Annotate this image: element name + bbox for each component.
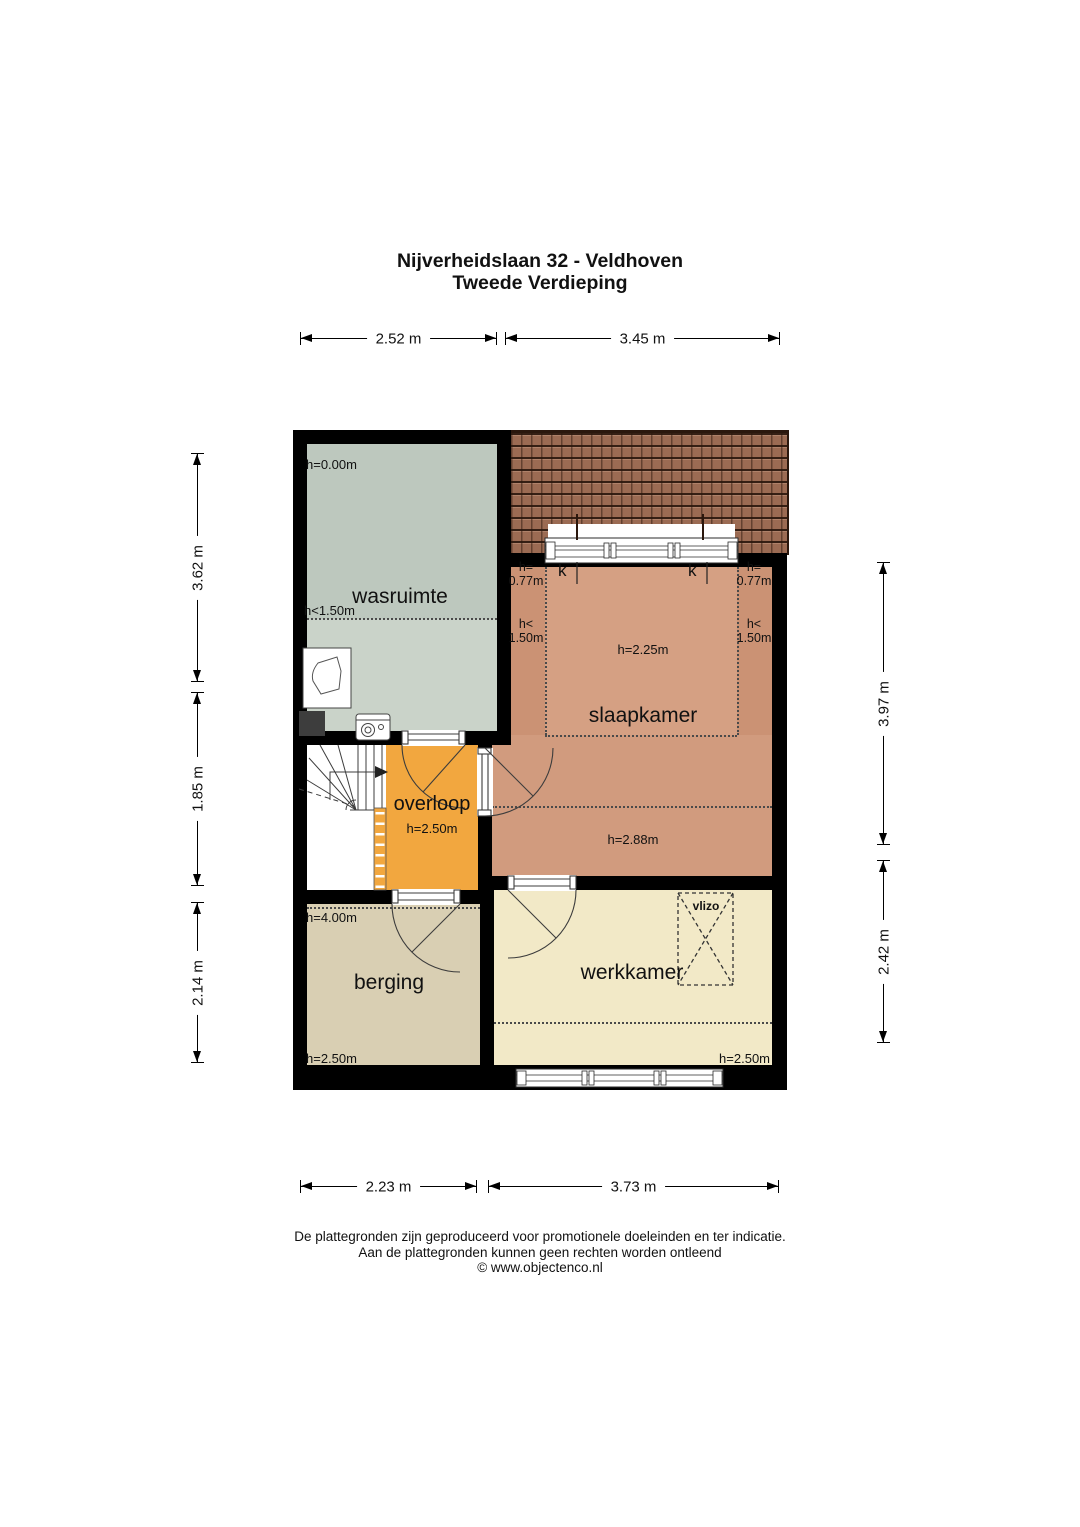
dimension-label: 3.97 m [875,672,892,736]
disclaimer [0,1229,1080,1276]
window-mark-k-left: k [558,561,567,580]
dimension-left-3 [191,902,204,1063]
height-label-wasruimte-left: h<1.50m [304,603,355,618]
dimension-bottom-right [488,1180,779,1193]
strip-line: h= [746,560,762,574]
height-label-berging-top: h=4.00m [306,910,357,925]
washing-machine-icon [356,714,390,740]
dimension-label: 3.62 m [189,536,206,600]
door-slaapkamer-werkkamer [508,875,576,958]
sink-icon [303,648,351,708]
arrowhead-icon [193,670,201,681]
arrowhead-icon [879,861,887,872]
disclaimer-line-1: De plattegronden zijn geproduceerd voor promotionele doeleinden en ter indicatie. [294,1229,786,1244]
dimension-label: 2.14 m [189,951,206,1015]
dimension-label: 3.73 m [602,1178,666,1195]
room-label-berging: berging [353,971,425,994]
room-label-slaapkamer: slaapkamer [588,704,698,727]
arrowhead-icon [506,334,517,342]
arrowhead-icon [193,693,201,704]
arrowhead-icon [193,1051,201,1062]
dimension-label: 2.52 m [367,330,431,347]
dimension-right-1 [877,562,890,845]
dimension-label: 2.23 m [357,1178,421,1195]
window-mark-k-right: k [688,561,697,580]
arrowhead-icon [465,1182,476,1190]
arrowhead-icon [768,334,779,342]
dimension-top-right [505,332,780,345]
arrowhead-icon [301,1182,312,1190]
window-slaapkamer [545,514,738,563]
door-overloop-berging [392,889,460,972]
dimension-top-left [300,332,497,345]
height-label-slaapkamer-right-mid [734,617,774,645]
door-overloop-slaapkamer [477,748,553,816]
room-label-wasruimte: wasruimte [352,585,448,608]
height-label-werkkamer-bottom: h=2.50m [719,1051,770,1066]
strip-line: h< [518,617,534,631]
vlizo-label: vlizo [692,899,720,913]
dimension-right-2 [877,860,890,1043]
strip-line: 1.50m [508,631,544,645]
height-label-slaapkamer-center: h=2.25m [617,642,669,657]
arrowhead-icon [193,903,201,914]
height-label-slaapkamer-left-mid [506,617,546,645]
disclaimer-line-2: Aan de plattegronden kunnen geen rechten worden ontleend [358,1244,722,1260]
stair-balustrade [374,808,386,890]
strip-line: 0.77m [508,574,544,588]
strip-line: 1.50m [736,631,772,645]
copyright: © www.objectenco.nl [477,1260,603,1275]
arrowhead-icon [879,1031,887,1042]
dimension-label: 3.45 m [611,330,675,347]
dimension-left-1 [191,453,204,682]
strip-line: 0.77m [736,574,772,588]
window-werkkamer [516,1069,723,1087]
arrowhead-icon [489,1182,500,1190]
duct-block [299,711,325,736]
room-label-werkkamer: werkkamer [580,961,684,984]
arrowhead-icon [485,334,496,342]
room-label-overloop: overloop [393,793,471,815]
height-label-berging-bottom: h=2.50m [306,1051,357,1066]
title-address: Nijverheidslaan 32 - Veldhoven [396,250,684,272]
height-label-slaapkamer-lower: h=2.88m [607,832,659,847]
strip-line: h= [518,560,534,574]
arrowhead-icon [193,454,201,465]
arrowhead-icon [193,874,201,885]
height-label-slaapkamer-left-top [506,560,546,588]
arrowhead-icon [879,563,887,574]
arrowhead-icon [879,833,887,844]
arrowhead-icon [301,334,312,342]
height-label-overloop: h=2.50m [406,821,458,836]
stairs [299,745,388,810]
title-floor: Tweede Verdieping [452,272,628,294]
dimension-label: 2.42 m [875,920,892,984]
strip-line: h< [746,617,762,631]
height-label-slaapkamer-right-top [734,560,774,588]
dimension-label: 1.85 m [189,757,206,821]
dimension-left-2 [191,692,204,886]
height-label-wasruimte-top: h=0.00m [306,457,357,472]
arrowhead-icon [767,1182,778,1190]
dimension-bottom-left [300,1180,477,1193]
